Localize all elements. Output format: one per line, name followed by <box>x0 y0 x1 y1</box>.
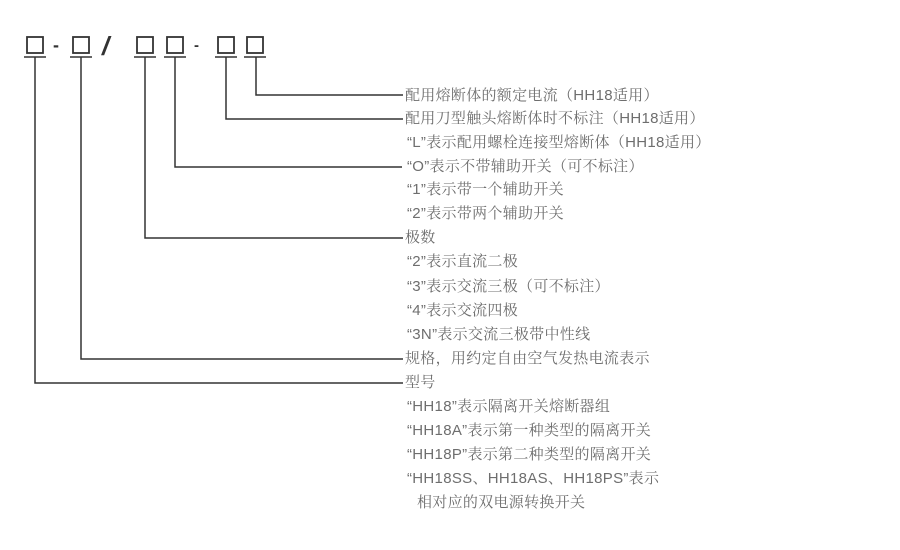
connector-box-6-fuse-current <box>256 57 403 95</box>
separator-slash: / <box>102 31 110 61</box>
label-fuse-rated-current: 配用熔断体的额定电流（HH18适用） <box>405 87 659 104</box>
label-no-aux-switch: “O”表示不带辅助开关（可不标注） <box>407 158 644 175</box>
label-hh18a-meaning: “HH18A”表示第一种类型的隔离开关 <box>407 422 652 439</box>
separator-dash-2: - <box>194 37 199 54</box>
label-hh18-transfer-models: “HH18SS、HH18AS、HH18PS”表示 <box>407 470 660 487</box>
code-box-5 <box>218 37 234 53</box>
connector-box-4-aux-switch <box>175 57 402 167</box>
label-model: 型号 <box>405 374 436 391</box>
label-one-aux-switch: “1”表示带一个辅助开关 <box>407 181 564 198</box>
label-hh18p-meaning: “HH18P”表示第二种类型的隔离开关 <box>407 446 652 463</box>
code-box-6 <box>247 37 263 53</box>
label-ac-three-pole: “3”表示交流三极（可不标注） <box>407 278 610 295</box>
label-dc-two-pole: “2”表示直流二极 <box>407 253 519 270</box>
code-box-1 <box>27 37 43 53</box>
code-box-4 <box>167 37 183 53</box>
label-specification: 规格，用约定自由空气发热电流表示 <box>405 350 650 367</box>
label-ac-four-pole: “4”表示交流四极 <box>407 302 519 319</box>
label-two-aux-switch: “2”表示带两个辅助开关 <box>407 205 564 222</box>
connector-box-1-model <box>35 57 403 383</box>
label-poles: 极数 <box>405 229 436 246</box>
label-hh18-meaning: “HH18”表示隔离开关熔断器组 <box>407 398 611 415</box>
separator-dash-1: - <box>53 35 59 55</box>
code-box-2 <box>73 37 89 53</box>
connector-box-3-poles <box>145 57 403 238</box>
connector-box-5-fuse-type <box>226 57 403 119</box>
label-transfer-switch-cont: 相对应的双电源转换开关 <box>417 494 586 511</box>
code-box-3 <box>137 37 153 53</box>
label-ac-three-pole-neutral: “3N”表示交流三极带中性线 <box>407 326 591 343</box>
label-knife-contact-fuse: 配用刀型触头熔断体时不标注（HH18适用） <box>405 110 705 127</box>
label-bolt-connection-fuse: “L”表示配用螺栓连接型熔断体（HH18适用） <box>407 134 711 151</box>
connector-box-2-spec <box>81 57 403 359</box>
